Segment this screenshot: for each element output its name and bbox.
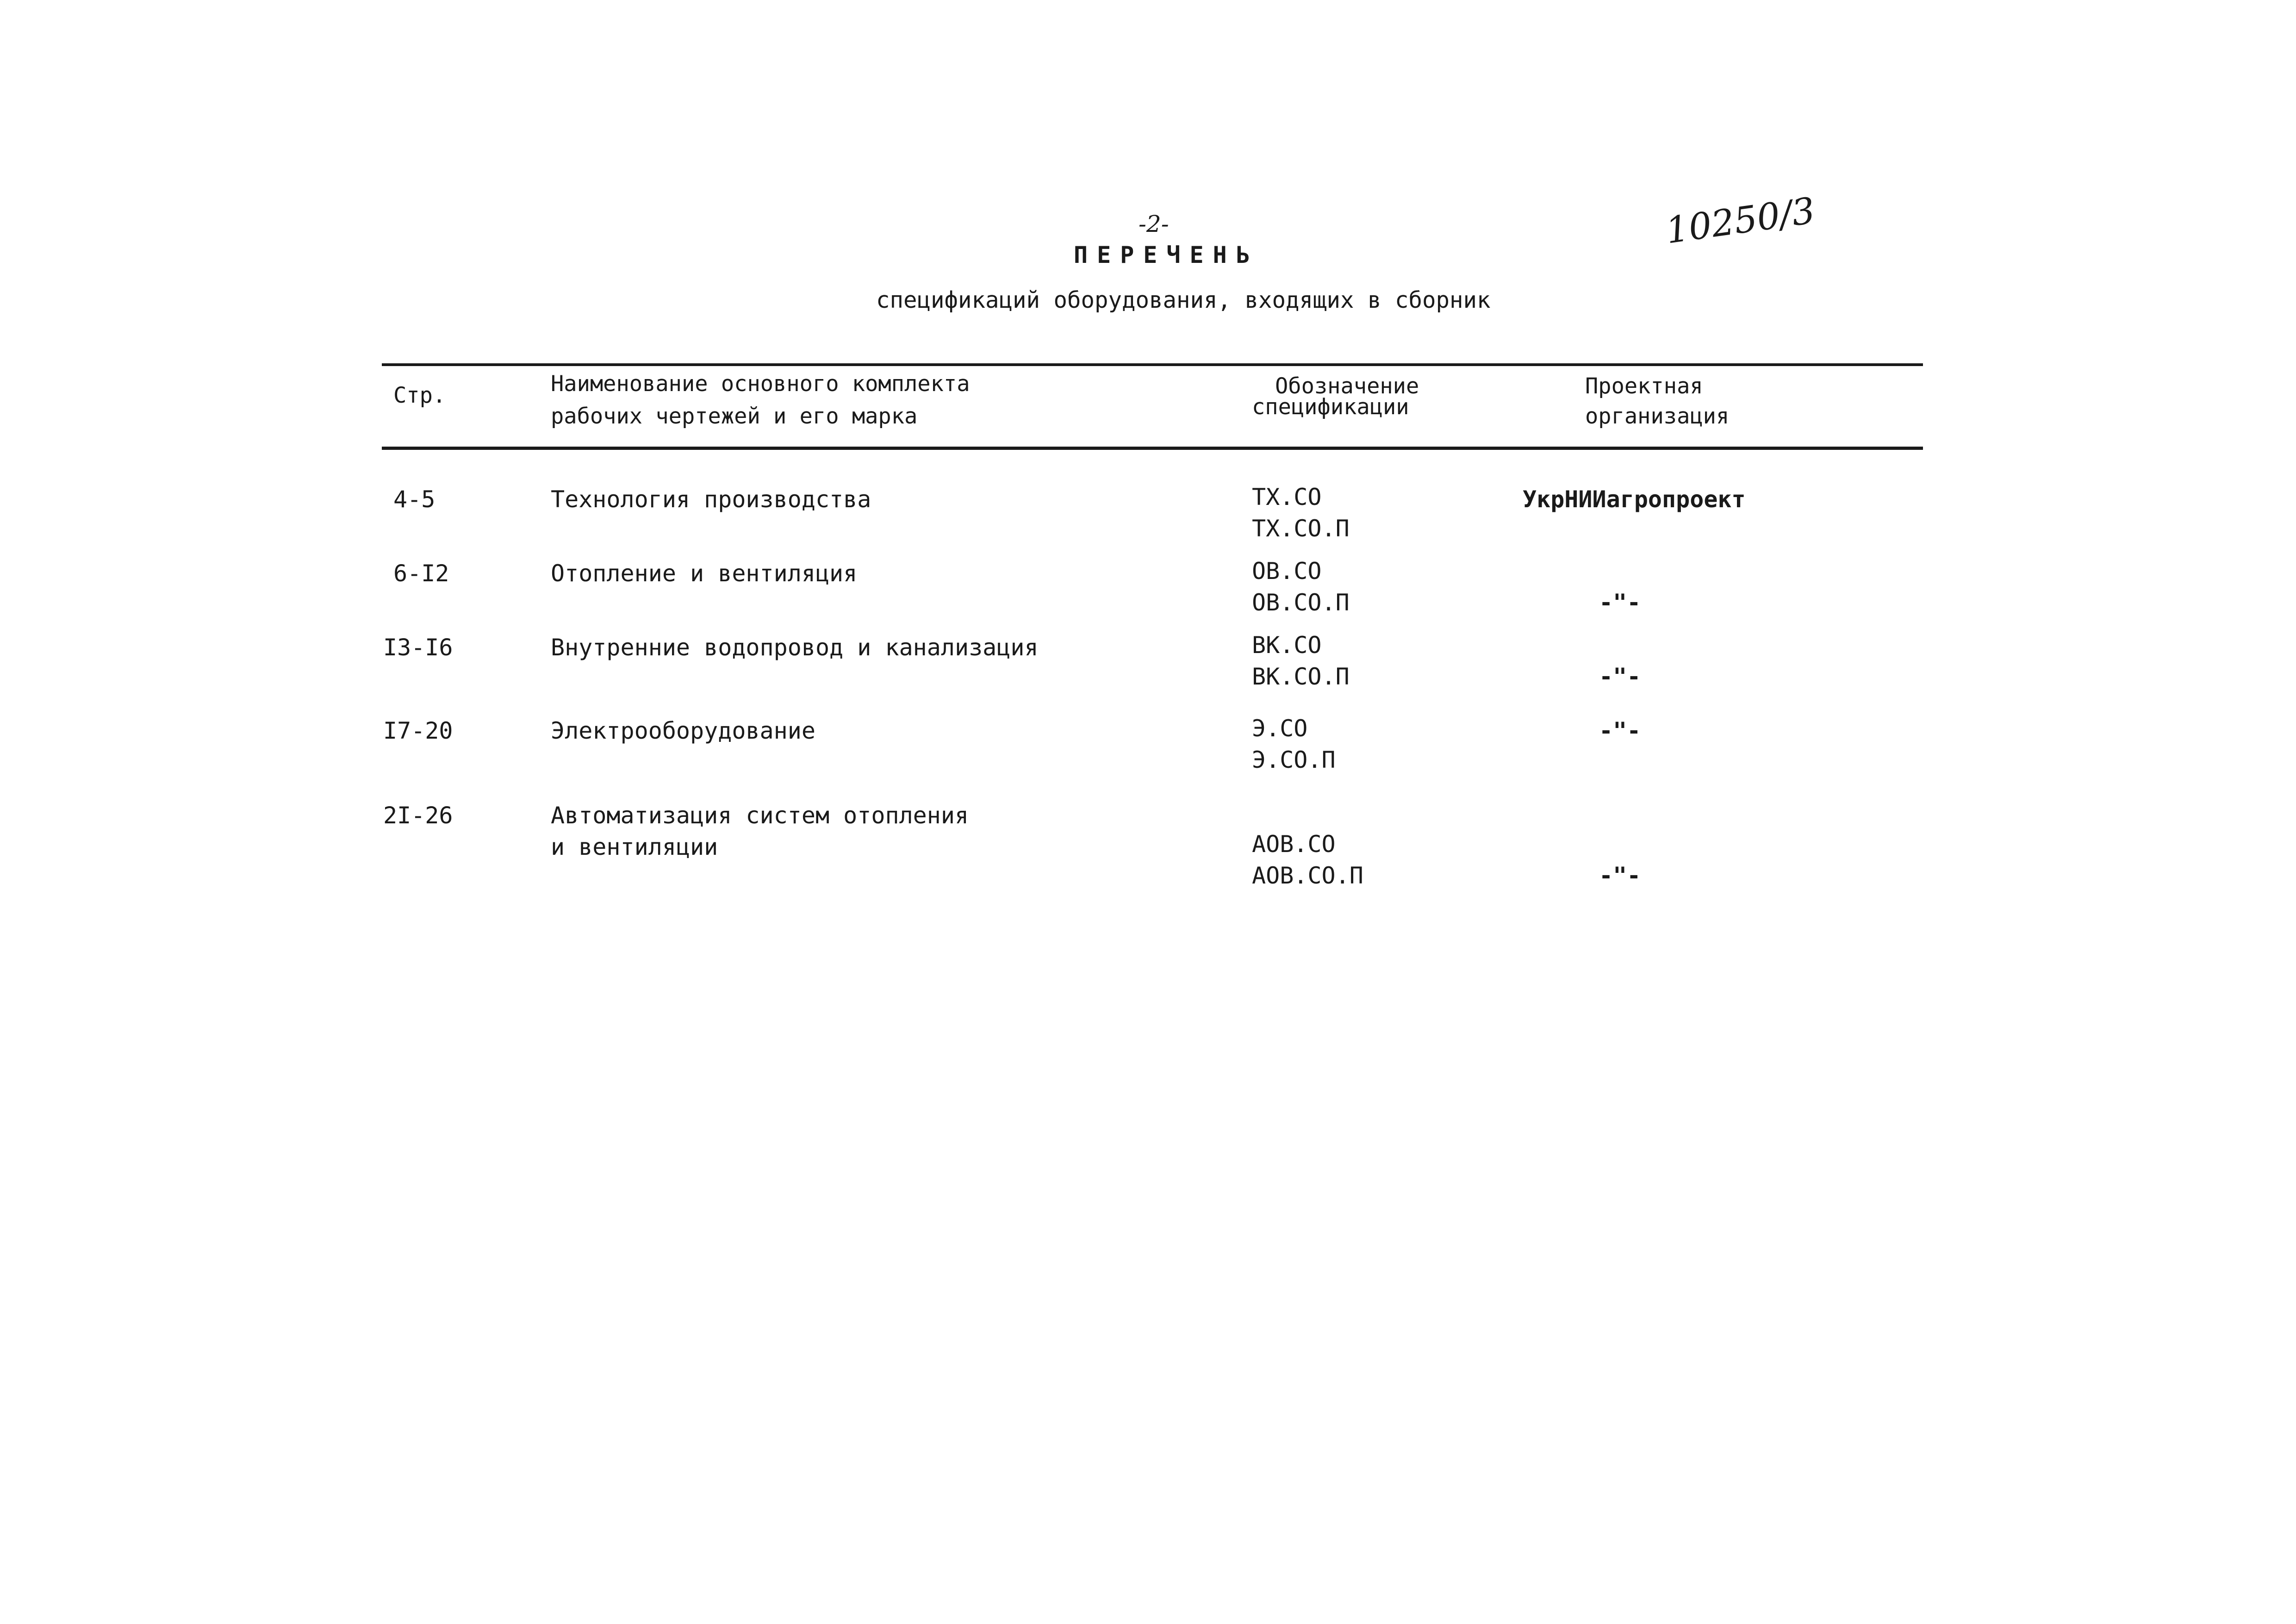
row-name: Автоматизация систем отопления — [551, 802, 969, 829]
row-org: УкрНИИагропроект — [1523, 486, 1746, 513]
row-spec: Э.СО.П — [1252, 747, 1336, 773]
document-code: 10250/3 — [1663, 190, 1818, 252]
row-spec: Э.СО — [1252, 715, 1308, 742]
header-org-line1: Проектная — [1585, 373, 1703, 399]
page-title: ПЕРЕЧЕНЬ — [1074, 242, 1259, 268]
header-spec-line1: Обозначение — [1275, 373, 1419, 399]
row-name: Технология производства — [551, 486, 871, 513]
row-org: -"- — [1599, 717, 1641, 744]
page-subtitle: спецификаций оборудования, входящих в сборник — [876, 287, 1491, 313]
row-spec: ОВ.СО.П — [1252, 589, 1350, 616]
header-name-line2: рабочих чертежей и его марка — [551, 404, 918, 429]
row-org: -"- — [1599, 663, 1641, 690]
row-page: 4-5 — [393, 486, 436, 513]
row-name: Электрооборудование — [551, 717, 815, 744]
row-spec: ТХ.СО.П — [1252, 515, 1350, 542]
row-name: Отопление и вентиляция — [551, 560, 858, 587]
row-spec: ВК.СО — [1252, 632, 1322, 659]
row-page: I3-I6 — [383, 634, 453, 661]
header-name-line1: Наименование основного комплекта — [551, 371, 970, 397]
row-page: I7-20 — [383, 717, 453, 744]
row-spec: АОВ.СО.П — [1252, 862, 1363, 889]
row-name: Внутренние водопровод и канализация — [551, 634, 1039, 661]
row-spec: АОВ.СО — [1252, 831, 1336, 858]
header-page: Стр. — [393, 383, 446, 408]
row-spec: ТХ.СО — [1252, 484, 1322, 510]
table-top-rule — [382, 363, 1923, 366]
header-spec-line2: спецификации — [1252, 394, 1409, 420]
row-org: -"- — [1599, 862, 1641, 889]
page-number: -2- — [1139, 211, 1169, 237]
table-header-rule — [382, 447, 1923, 450]
row-spec: ОВ.СО — [1252, 558, 1322, 585]
row-name: и вентиляции — [551, 834, 718, 860]
header-org-line2: организация — [1585, 404, 1730, 429]
row-page: 2I-26 — [383, 802, 453, 829]
row-page: 6-I2 — [393, 560, 449, 587]
row-spec: ВК.СО.П — [1252, 663, 1350, 690]
row-org: -"- — [1599, 589, 1641, 616]
